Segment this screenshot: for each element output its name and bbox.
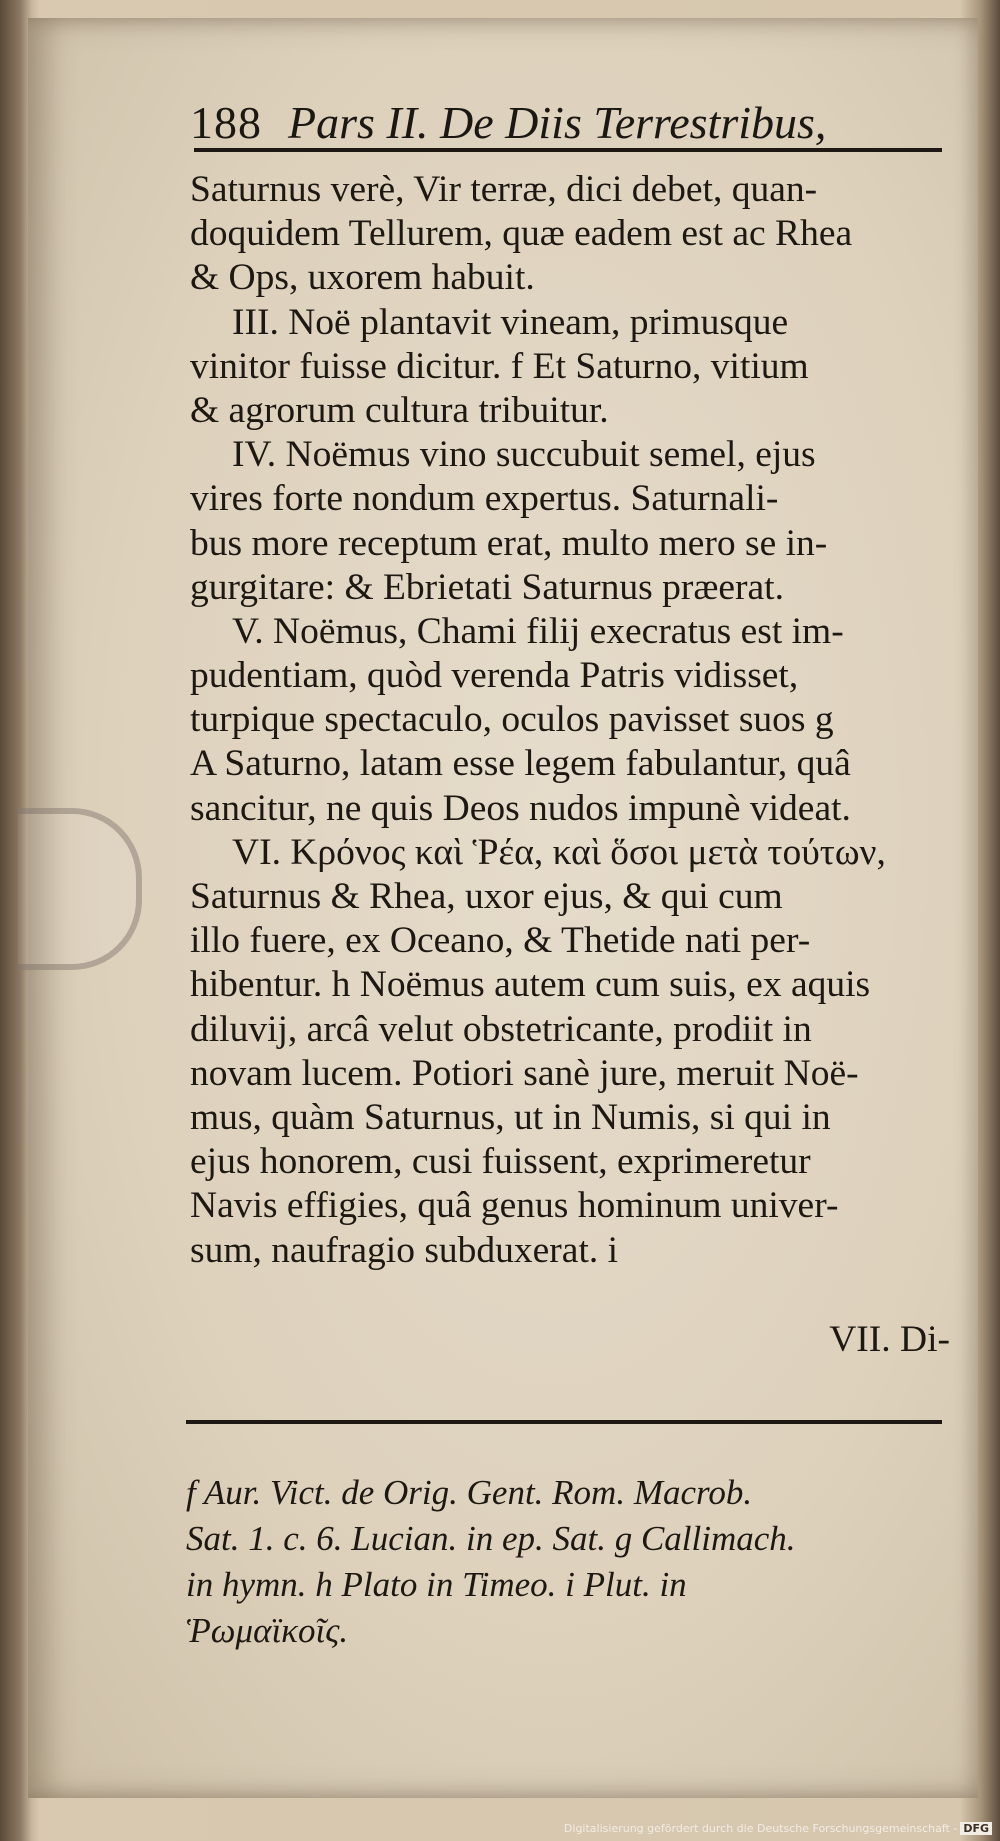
- text-line: turpique spectaculo, oculos pavisset suos g: [190, 699, 834, 741]
- text-line: A Saturno, latam esse legem fabulantur, quâ: [190, 743, 851, 785]
- footnote-rule: [186, 1420, 942, 1424]
- text-line: diluvij, arcâ velut obstetricante, prodiit in: [190, 1008, 812, 1050]
- text-line: III. Noë plantavit vineam, primusque: [232, 301, 789, 343]
- text-line: novam lucem. Potiori sanè jure, meruit Noë-: [190, 1052, 859, 1094]
- footnote-line: Ῥωμαϊκοῖς.: [186, 1611, 349, 1650]
- catchword: VII. Di-: [829, 1319, 950, 1360]
- text-line: ejus honorem, cusi fuissent, exprimeretur: [190, 1141, 811, 1183]
- text-line: V. Noëmus, Chami filij execratus est im-: [232, 610, 844, 652]
- text-line: pudentiam, quòd verenda Patris vidisset,: [190, 655, 799, 697]
- text-line: Navis effigies, quâ genus hominum univer-: [190, 1185, 839, 1227]
- credit-text: Digitalisierung gefördert durch die Deutsche Forschungsgemeinschaft -: [563, 1822, 958, 1835]
- header-rule: [194, 148, 942, 152]
- footnotes: [186, 1470, 956, 1654]
- text-line: hibentur. h Noëmus autem cum suis, ex aquis: [190, 964, 871, 1006]
- text-line: Saturnus verè, Vir terræ, dici debet, quan-: [190, 169, 818, 210]
- text-line: IV. Noëmus vino succubuit semel, ejus: [232, 434, 816, 476]
- text-line: gurgitare: & Ebrietati Saturnus præerat.: [190, 566, 784, 608]
- text-line: sancitur, ne quis Deos nudos impunè videat.: [190, 787, 851, 829]
- text-line: illo fuere, ex Oceano, & Thetide nati per-: [190, 920, 811, 962]
- text-line: doquidem Tellurem, quæ eadem est ac Rhea: [190, 213, 853, 255]
- text-line: Saturnus & Rhea, uxor ejus, & qui cum: [190, 876, 783, 917]
- digitization-credit: [564, 1822, 992, 1838]
- footnote-line: Sat. 1. c. 6. Lucian. in ep. Sat. g Callimach.: [186, 1519, 796, 1558]
- text-line: vires forte nondum expertus. Saturnali-: [190, 478, 779, 520]
- footnote-line: in hymn. h Plato in Timeo. i Plut. in: [186, 1565, 687, 1604]
- page-clip: [18, 808, 142, 970]
- page-number: 188: [190, 97, 262, 148]
- running-title: Pars II. De Diis Terrestribus,: [288, 97, 827, 148]
- running-header: [190, 96, 950, 150]
- main-text: [190, 168, 950, 1273]
- footnote-line: f Aur. Vict. de Orig. Gent. Rom. Macrob.: [186, 1473, 753, 1512]
- text-line: VI. Κρόνος καὶ Ῥέα, καὶ ὅσοι μετὰ τούτων,: [232, 831, 886, 873]
- text-line: mus, quàm Saturnus, ut in Numis, si qui in: [190, 1096, 831, 1138]
- dfg-logo: DFG: [960, 1822, 992, 1835]
- text-line: vinitor fuisse dicitur. f Et Saturno, vitium: [190, 345, 809, 387]
- text-line: sum, naufragio subduxerat. i: [190, 1229, 619, 1271]
- text-line: & agrorum cultura tribuitur.: [190, 389, 609, 431]
- text-line: & Ops, uxorem habuit.: [190, 257, 535, 299]
- text-line: bus more receptum erat, multo mero se in-: [190, 522, 828, 564]
